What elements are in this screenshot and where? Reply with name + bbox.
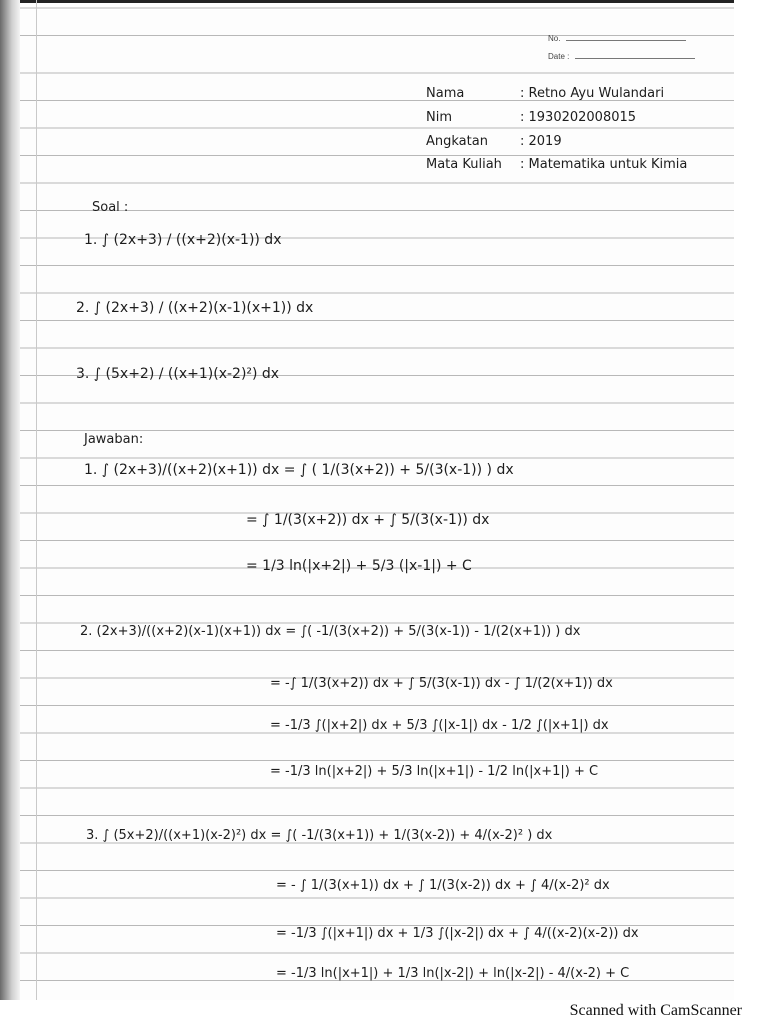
jawaban-line-3: = 1/3 ln(|x+2|) + 5/3 (|x-1|) + C <box>246 558 472 574</box>
jawaban-line-1: 1. ∫ (2x+3)/((x+2)(x+1)) dx = ∫ ( 1/(3(x+2)) + 5/(3(x-1)) ) dx <box>84 462 514 478</box>
jawaban-line-11: = -1/3 ln(|x+1|) + 1/3 ln(|x-2|) + ln(|x-2|) - 4/(x-2) + C <box>276 966 630 981</box>
soal-line-2: 2. ∫ (2x+3) / ((x+2)(x-1)(x+1)) dx <box>76 300 314 316</box>
soal-line-1: 1. ∫ (2x+3) / ((x+2)(x-1)) dx <box>84 232 282 248</box>
jawaban-line-8: 3. ∫ (5x+2)/((x+1)(x-2)²) dx = ∫( -1/(3(x+1)) + 1/(3(x-2)) + 4/(x-2)² ) dx <box>86 828 553 843</box>
page-binding-shadow <box>0 0 20 1000</box>
jawaban-line-9: = - ∫ 1/(3(x+1)) dx + ∫ 1/(3(x-2)) dx + ∫ 4/(x-2)² dx <box>276 878 610 893</box>
header-key: Angkatan <box>426 134 488 149</box>
header-value: : 2019 <box>520 134 562 149</box>
header-value: : Matematika untuk Kimia <box>520 157 688 172</box>
soal-title: Soal : <box>92 200 129 215</box>
jawaban-line-7: = -1/3 ln(|x+2|) + 5/3 ln(|x+1|) - 1/2 ln(|x+1|) + C <box>270 764 599 779</box>
no-label: No. <box>548 34 561 43</box>
camscanner-watermark: Scanned with CamScanner <box>569 1002 742 1019</box>
header-key: Mata Kuliah <box>426 157 502 172</box>
jawaban-line-4: 2. (2x+3)/((x+2)(x-1)(x+1)) dx = ∫( -1/(3(x+2)) + 5/(3(x-1)) - 1/(2(x+1)) ) dx <box>80 624 581 639</box>
header-row-nama <box>426 86 664 101</box>
header-key: Nim <box>426 110 452 125</box>
page-top-edge <box>0 0 768 3</box>
jawaban-line-6: = -1/3 ∫(|x+2|) dx + 5/3 ∫(|x-1|) dx - 1/2 ∫(|x+1|) dx <box>270 718 609 733</box>
header-row-angkatan <box>426 134 562 149</box>
header-row-mata-kuliah <box>426 157 687 172</box>
header-key: Nama <box>426 86 465 101</box>
jawaban-title: Jawaban: <box>84 432 144 447</box>
jawaban-line-5: = -∫ 1/(3(x+2)) dx + ∫ 5/(3(x-1)) dx - ∫ 1/(2(x+1)) dx <box>270 676 613 691</box>
page-right-edge <box>734 0 768 1000</box>
jawaban-line-10: = -1/3 ∫(|x+1|) dx + 1/3 ∫(|x-2|) dx + ∫ 4/((x-2)(x-2)) dx <box>276 926 639 941</box>
header-value: : Retno Ayu Wulandari <box>520 86 665 101</box>
date-field <box>548 50 695 61</box>
header-value: : 1930202008015 <box>520 110 637 125</box>
date-fill-line <box>575 50 695 59</box>
soal-line-3: 3. ∫ (5x+2) / ((x+1)(x-2)²) dx <box>76 366 280 382</box>
no-field <box>548 32 686 43</box>
margin-line <box>36 0 37 1000</box>
no-fill-line <box>566 32 686 41</box>
jawaban-line-2: = ∫ 1/(3(x+2)) dx + ∫ 5/(3(x-1)) dx <box>246 512 490 528</box>
date-label: Date : <box>548 52 570 61</box>
header-row-nim <box>426 110 636 125</box>
